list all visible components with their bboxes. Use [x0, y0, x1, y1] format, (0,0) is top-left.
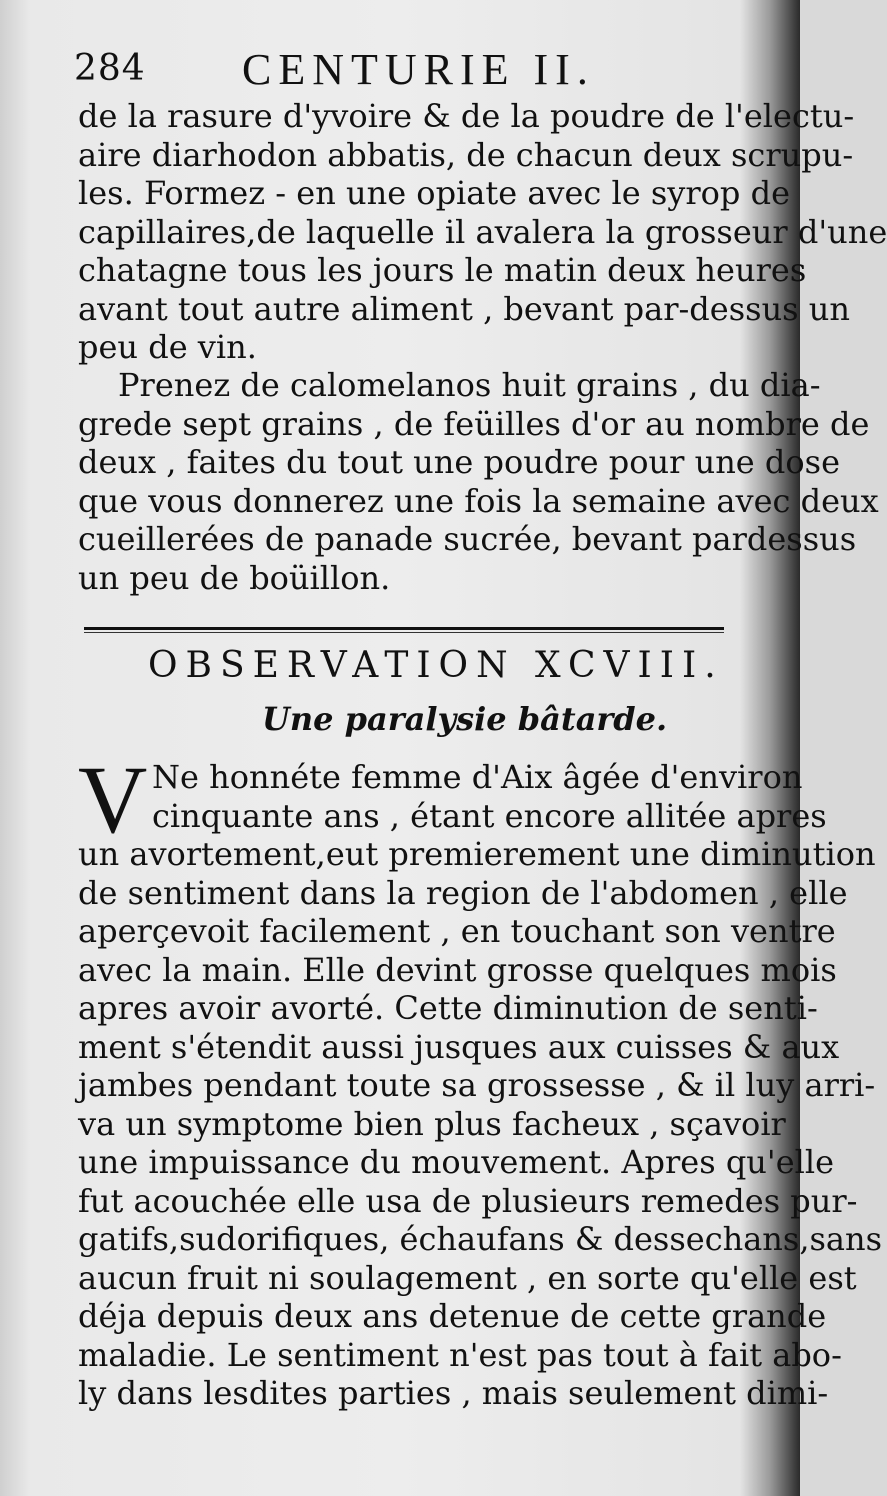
text-line: une impuissance du mouvement. Apres qu'elle	[78, 1143, 835, 1181]
text-line: déja depuis deux ans detenue de cette grande	[78, 1297, 827, 1335]
text-line: peu de vin.	[78, 328, 257, 366]
section-divider	[84, 627, 724, 633]
running-title: CENTURIE II.	[242, 45, 595, 94]
text-line: les. Formez - en une opiate avec le syrop de	[78, 174, 790, 212]
text-line: que vous donnerez une fois la semaine avec deux	[78, 481, 879, 520]
text-line: un peu de boüillon.	[78, 558, 391, 597]
text-line: avant tout autre aliment , bevant par-dessus un	[78, 289, 850, 328]
paragraph-prescription	[78, 366, 879, 597]
text-line: Prenez de calomelanos huit grains , du dia-	[118, 366, 821, 404]
text-line: ment s'étendit aussi jusques aux cuisses & aux	[78, 1027, 840, 1066]
page-number: 284	[74, 48, 146, 89]
text-line: deux , faites du tout une poudre pour une dose	[78, 443, 841, 481]
text-line: aucun fruit ni soulagement , en sorte qu'elle est	[78, 1258, 857, 1297]
text-line: gatifs,sudorifiques, échaufans & dessechans,sans	[78, 1220, 883, 1258]
text-line: maladie. Le sentiment n'est pas tout à fait abo-	[78, 1335, 842, 1374]
text-line: ly dans lesdites parties , mais seulement dimi-	[78, 1374, 829, 1412]
text-line: jambes pendant toute sa grossesse , & il luy arri-	[78, 1066, 876, 1104]
text-line: apres avoir avorté. Cette diminution de senti-	[78, 989, 818, 1027]
text-line: de la rasure d'yvoire & de la poudre de l'electu-	[78, 97, 855, 135]
text-line: fut acouchée elle usa de plusieurs remedes pur-	[78, 1181, 858, 1220]
drop-cap: V	[78, 746, 148, 853]
text-line: capillaires,de laquelle il avalera la grosseur d'une	[78, 212, 887, 251]
observation-heading: OBSERVATION XCVIII.	[148, 645, 724, 686]
text-line: aperçevoit facilement , en touchant son ventre	[78, 912, 836, 950]
paragraph-continued	[78, 97, 887, 367]
observation-subtitle: Une paralysie bâtarde.	[262, 700, 668, 738]
text-line: de sentiment dans la region de l'abdomen , elle	[78, 873, 848, 912]
text-line: cueillerées de panade sucrée, bevant pardessus	[78, 520, 857, 558]
observation-body	[78, 758, 883, 1413]
text-line: un avortement,eut premierement une diminution	[78, 835, 876, 873]
running-head	[74, 44, 754, 96]
text-line: aire diarhodon abbatis, de chacun deux scrupu-	[78, 135, 854, 174]
text-line: Ne honnéte femme d'Aix âgée d'environ	[152, 758, 803, 796]
text-line: grede sept grains , de feüilles d'or au nombre de	[78, 404, 870, 443]
text-line: cinquante ans , étant encore allitée apres	[152, 796, 827, 835]
text-line: va un symptome bien plus facheux , sçavoir	[78, 1104, 786, 1143]
text-line: avec la main. Elle devint grosse quelques mois	[78, 950, 837, 989]
text-line: chatagne tous les jours le matin deux heures	[78, 251, 807, 289]
